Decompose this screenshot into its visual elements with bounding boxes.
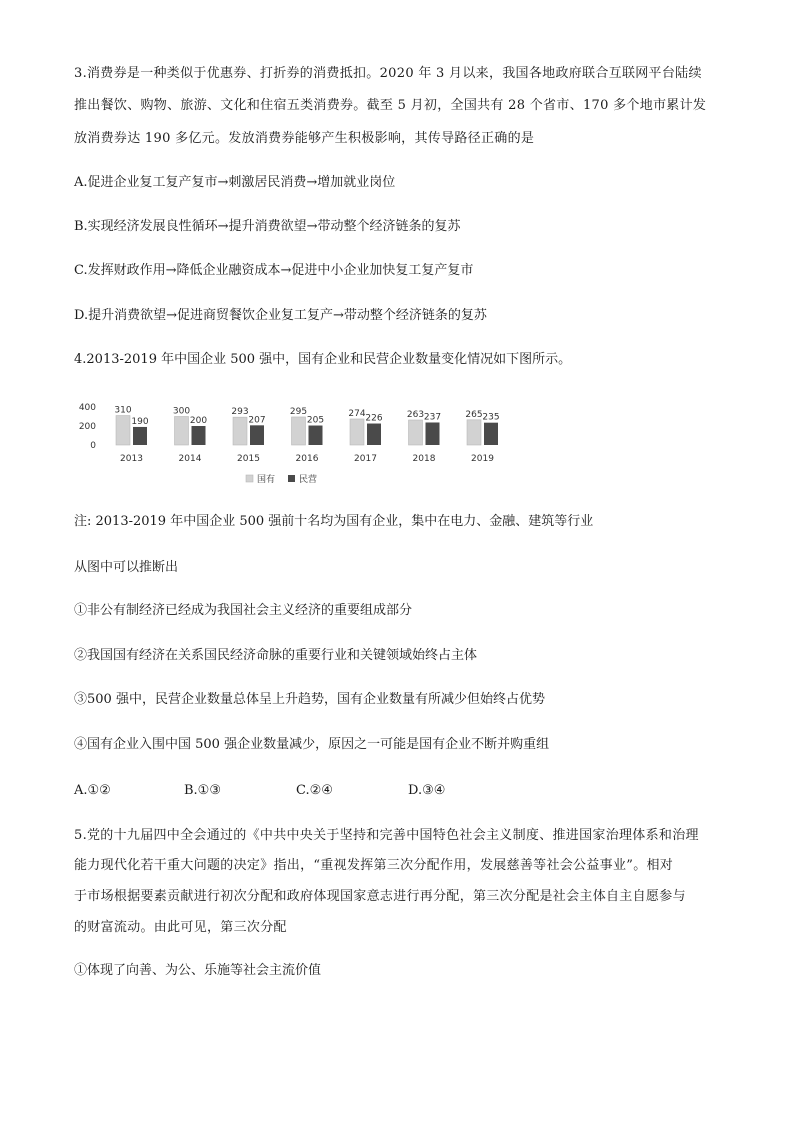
bar-state-2016	[292, 417, 306, 445]
bar-state-2015	[233, 417, 247, 445]
q4-option-a: A.①②	[74, 783, 111, 798]
x-tick-label: 2015	[237, 454, 260, 464]
q4-option-c: C.②④	[296, 783, 333, 798]
q5-stem-line-2: 能力现代化若干重大问题的决定》指出，“重视发挥第三次分配作用，发展慈善等社会公益事业”。相对	[74, 858, 674, 873]
x-tick-label: 2013	[120, 454, 143, 464]
y-tick-label: 0	[90, 441, 96, 451]
x-tick-label: 2019	[471, 454, 494, 464]
bar-value-label: 274	[348, 408, 366, 419]
q3-option-b: B.实现经济发展良性循环→提升消费欲望→带动整个经济链条的复苏	[74, 219, 461, 234]
bar-private-2018	[426, 422, 440, 445]
bar-value-label: 207	[248, 415, 266, 426]
bar-state-2014	[175, 417, 189, 446]
bar-value-label: 263	[406, 410, 425, 421]
bar-value-label: 190	[131, 416, 149, 427]
q4-stem: 4.2013-2019 年中国企业 500 强中，国有企业和民营企业数量变化情况如下图所示。	[74, 352, 572, 367]
x-tick-label: 2016	[295, 454, 319, 464]
bar-private-2019	[484, 423, 498, 445]
bar-private-2016	[309, 426, 323, 445]
y-tick-label: 200	[78, 422, 96, 432]
bar-state-2018	[409, 420, 423, 445]
q5-stem-line-3: 于市场根据要素贡献进行初次分配和政府体现国家意志进行再分配，第三次分配是社会主体自主自愿参与	[74, 889, 686, 904]
q3-option-d: D.提升消费欲望→促进商贸餐饮企业复工复产→带动整个经济链条的复苏	[74, 308, 487, 323]
q4-infer: 从图中可以推断出	[74, 560, 179, 575]
q4-item-3: ③500 强中，民营企业数量总体呈上升趋势，国有企业数量有所减少但始终占优势	[74, 692, 545, 707]
legend-swatch-state	[246, 475, 253, 482]
bar-value-label: 300	[172, 406, 191, 417]
q5-stem-line-4: 的财富流动。由此可见，第三次分配	[74, 920, 287, 935]
chart-legend	[246, 473, 317, 485]
q4-option-b: B.①③	[184, 783, 221, 798]
chart-bars	[114, 406, 499, 464]
bar-value-label: 237	[423, 412, 442, 423]
q4-item-1: ①非公有制经济已经成为我国社会主义经济的重要组成部分	[74, 603, 413, 618]
q4-item-2: ②我国国有经济在关系国民经济命脉的重要行业和关键领域始终占主体	[74, 648, 478, 663]
q5-stem-line-1: 5.党的十九届四中全会通过的《中共中央关于坚持和完善中国特色社会主义制度、推进国家治理体系和治理	[74, 828, 699, 843]
bar-value-label: 310	[114, 405, 132, 416]
q3-option-c: C.发挥财政作用→降低企业融资成本→促进中小企业加快复工复产复市	[74, 263, 474, 278]
bar-value-label: 265	[465, 409, 483, 420]
q3-stem-line-3: 放消费券达 190 多亿元。发放消费券能够产生积极影响，其传导路径正确的是	[74, 131, 535, 146]
x-tick-label: 2014	[178, 454, 202, 464]
q4-item-4: ④国有企业入围中国 500 强企业数量减少，原因之一可能是国有企业不断并购重组	[74, 737, 550, 752]
y-tick-label: 400	[78, 403, 96, 413]
bar-private-2013	[133, 427, 147, 445]
bar-value-label: 295	[289, 406, 308, 417]
bar-private-2017	[367, 424, 381, 445]
bar-value-label: 205	[306, 415, 325, 426]
y-axis-ticks	[79, 403, 96, 451]
bar-private-2014	[192, 426, 206, 445]
q3-stem-line-1: 3.消费券是一种类似于优惠券、打折券的消费抵扣。2020 年 3 月以来，我国各地政府联合互联网平台陆续	[74, 66, 702, 81]
legend-label-state: 国有	[257, 475, 276, 485]
x-tick-label: 2018	[412, 454, 436, 464]
legend-swatch-private	[288, 475, 295, 482]
bar-value-label: 293	[231, 407, 249, 418]
bar-value-label: 226	[365, 413, 383, 424]
bar-state-2019	[467, 420, 481, 445]
enterprise-500-bar-chart	[70, 392, 510, 492]
bar-state-2017	[350, 419, 364, 445]
legend-label-private: 民营	[299, 475, 318, 485]
bar-value-label: 200	[189, 416, 208, 426]
q4-note: 注: 2013-2019 年中国企业 500 强前十名均为国有企业，集中在电力、金融、建筑等行业	[74, 514, 594, 529]
bar-value-label: 235	[482, 412, 500, 423]
q4-option-d: D.③④	[408, 783, 446, 798]
q5-item-1: ①体现了向善、为公、乐施等社会主流价值	[74, 963, 322, 978]
bar-state-2013	[116, 416, 130, 445]
x-tick-label: 2017	[354, 454, 377, 464]
q3-option-a: A.促进企业复工复产复市→刺激居民消费→增加就业岗位	[74, 175, 396, 190]
bar-private-2015	[250, 425, 264, 445]
q3-stem-line-2: 推出餐饮、购物、旅游、文化和住宿五类消费券。截至 5 月初，全国共有 28 个省市、170 多个地市累计发	[74, 98, 707, 113]
